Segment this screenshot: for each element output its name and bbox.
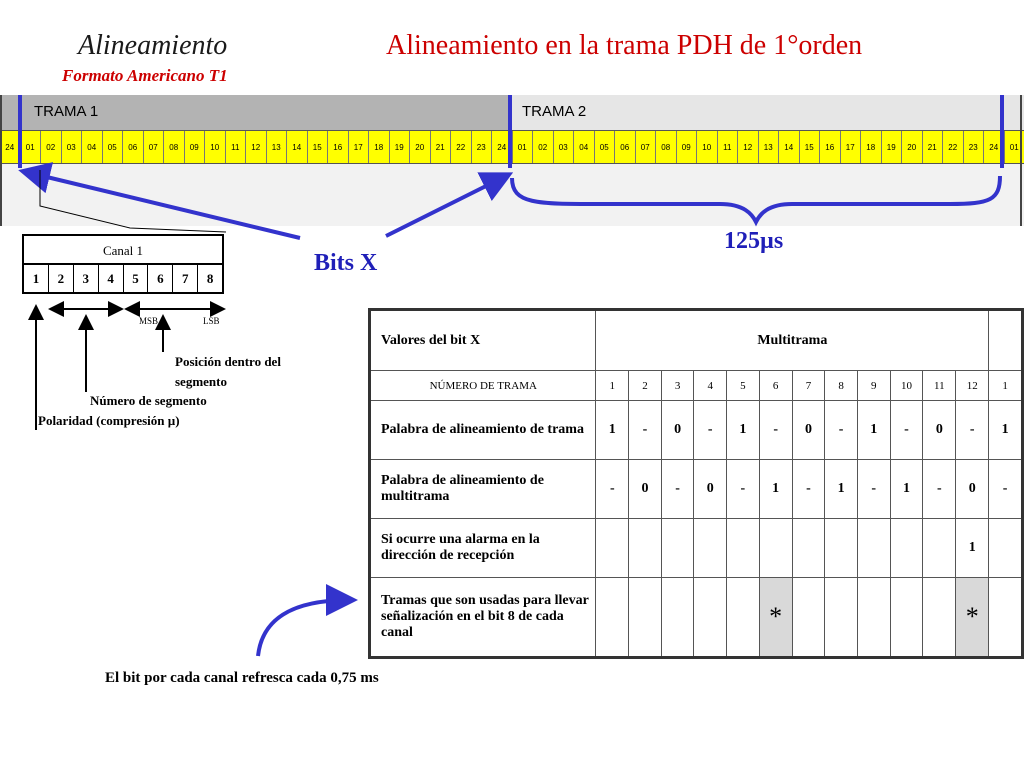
timeslot: 18 [861, 131, 882, 163]
timeslot: 03 [62, 131, 83, 163]
canal-bit: 5 [124, 265, 149, 292]
frame-number-cell: 11 [923, 371, 956, 401]
timeslot: 16 [820, 131, 841, 163]
timeslot: 02 [533, 131, 554, 163]
timeslot: 21 [431, 131, 452, 163]
table-cell: - [857, 460, 890, 519]
timeslot: 24 [984, 131, 1005, 163]
timeslot: 11 [226, 131, 247, 163]
timeslot: 05 [103, 131, 124, 163]
timeslot: 06 [123, 131, 144, 163]
timeslot: 20 [410, 131, 431, 163]
polarity-label: Polaridad (compresión µ) [38, 413, 180, 428]
canal-bit: 4 [99, 265, 124, 292]
table-cell: - [596, 460, 629, 519]
timeslot: 02 [41, 131, 62, 163]
table-cell: * [759, 578, 792, 658]
frame-number-cell: 7 [792, 371, 825, 401]
timeslot: 12 [738, 131, 759, 163]
table-cell: - [694, 401, 727, 460]
timeslot: 17 [349, 131, 370, 163]
frame-number-cell: 5 [727, 371, 760, 401]
row-label: Tramas que son usadas para llevar señalización en el bit 8 de cada canal [370, 578, 596, 658]
subtitle-left: Formato Americano T1 [62, 66, 228, 85]
canal-bit: 7 [173, 265, 198, 292]
page-title: Alineamiento en la trama PDH de 1°orden [386, 30, 863, 61]
frame-number-cell: 8 [825, 371, 858, 401]
timeslot: 17 [841, 131, 862, 163]
header-multitrama-cell: Multitrama [596, 310, 989, 371]
frame1-label: TRAMA 1 [34, 103, 99, 120]
timeslot: 21 [923, 131, 944, 163]
title-left: Alineamiento [78, 30, 228, 61]
canal-bit: 8 [206, 271, 214, 286]
timeslot: 04 [82, 131, 103, 163]
timeslot: 11 [718, 131, 739, 163]
table-cell: 0 [792, 401, 825, 460]
frame-number-cell: 3 [661, 371, 694, 401]
bottom-note: El bit por cada canal refresca cada 0,75 ms [105, 670, 379, 686]
row-label: Palabra de alineamiento de multitrama [370, 460, 596, 519]
frame-number-cell: 2 [629, 371, 662, 401]
table-cell: 1 [727, 401, 760, 460]
table-cell: 1 [759, 460, 792, 519]
table-cell: - [956, 401, 989, 460]
frame-number-cell: 1 [596, 371, 629, 401]
timeslot: 22 [943, 131, 964, 163]
msb-label: MSB [139, 316, 159, 326]
canal-bit: 1 [24, 265, 49, 292]
timeslot: 15 [800, 131, 821, 163]
timeslot: 14 [287, 131, 308, 163]
table-cell: - [759, 401, 792, 460]
timeslot: 23 [964, 131, 985, 163]
row-label: Si ocurre una alarma en la dirección de recepción [370, 519, 596, 578]
canal-bit: 2 [49, 265, 74, 292]
timeslot: 19 [882, 131, 903, 163]
timeslot: 10 [697, 131, 718, 163]
timeslot: 08 [164, 131, 185, 163]
table-cell: 0 [629, 460, 662, 519]
timeslot: 01 [21, 131, 42, 163]
frame-number-cell: 1 [989, 371, 1023, 401]
table-cell: - [727, 460, 760, 519]
canal-bit: 6 [148, 265, 173, 292]
frame-number-cell: 10 [890, 371, 923, 401]
canal-zoom-lines [40, 170, 226, 232]
header-label-cell: Valores del bit X [370, 310, 596, 371]
timeslot: 18 [369, 131, 390, 163]
frame-number-cell: 6 [759, 371, 792, 401]
bitx-arrow-1 [26, 172, 300, 238]
timeslot: 19 [390, 131, 411, 163]
table-cell: 0 [923, 401, 956, 460]
table-cell: * [956, 578, 989, 658]
timeslot: 12 [246, 131, 267, 163]
table-cell: 1 [956, 519, 989, 578]
timeslot: 13 [759, 131, 780, 163]
segment-label: Número de segmento [90, 393, 207, 408]
frame2-label: TRAMA 2 [522, 103, 587, 120]
table-cell: - [792, 460, 825, 519]
timeslot: 07 [144, 131, 165, 163]
timeslot: 20 [902, 131, 923, 163]
timeslot: 13 [267, 131, 288, 163]
table-cell: 0 [956, 460, 989, 519]
table-cell: 1 [857, 401, 890, 460]
timeslot: 16 [328, 131, 349, 163]
position-label: Posición dentro del segmento [175, 354, 281, 389]
timeslot: 10 [205, 131, 226, 163]
row-label: Palabra de alineamiento de trama [370, 401, 596, 460]
table-cell: - [629, 401, 662, 460]
frame-number-cell: 4 [694, 371, 727, 401]
timeslot: 15 [308, 131, 329, 163]
timeslot: 09 [185, 131, 206, 163]
bitx-arrow-2 [386, 176, 506, 236]
timeslot: 24 [492, 131, 513, 163]
signaling-arrow [258, 600, 350, 656]
timeslot: 01 [513, 131, 534, 163]
frame-number-label: NÚMERO DE TRAMA [370, 371, 596, 401]
timeslot: 07 [636, 131, 657, 163]
period-label: 125µs [724, 228, 784, 254]
table-cell: 1 [890, 460, 923, 519]
canal-bit: 3 [74, 265, 99, 292]
table-cell: - [890, 401, 923, 460]
table-cell: - [661, 460, 694, 519]
table-cell: 1 [596, 401, 629, 460]
bits-x-label: Bits X [314, 250, 378, 276]
timeslot: 06 [615, 131, 636, 163]
timeslot: 01 [1009, 142, 1019, 152]
table-cell: - [825, 401, 858, 460]
timeslot: 08 [656, 131, 677, 163]
timeslot: 23 [472, 131, 493, 163]
table-cell: 1 [825, 460, 858, 519]
timeslot: 09 [677, 131, 698, 163]
table-cell: 0 [694, 460, 727, 519]
timeslot: 03 [554, 131, 575, 163]
timeslot: 24 [0, 131, 21, 163]
table-cell: 1 [989, 401, 1023, 460]
timeslot: 14 [779, 131, 800, 163]
timeslot: 04 [574, 131, 595, 163]
canal-title: Canal 1 [24, 236, 222, 265]
timeslot: 22 [451, 131, 472, 163]
frame-number-cell: 9 [857, 371, 890, 401]
lsb-label: LSB [203, 316, 220, 326]
table-cell: - [923, 460, 956, 519]
table-cell: 0 [661, 401, 694, 460]
table-cell: - [989, 460, 1023, 519]
frame-number-cell: 12 [956, 371, 989, 401]
timeslot: 05 [595, 131, 616, 163]
period-brace [512, 176, 1000, 222]
